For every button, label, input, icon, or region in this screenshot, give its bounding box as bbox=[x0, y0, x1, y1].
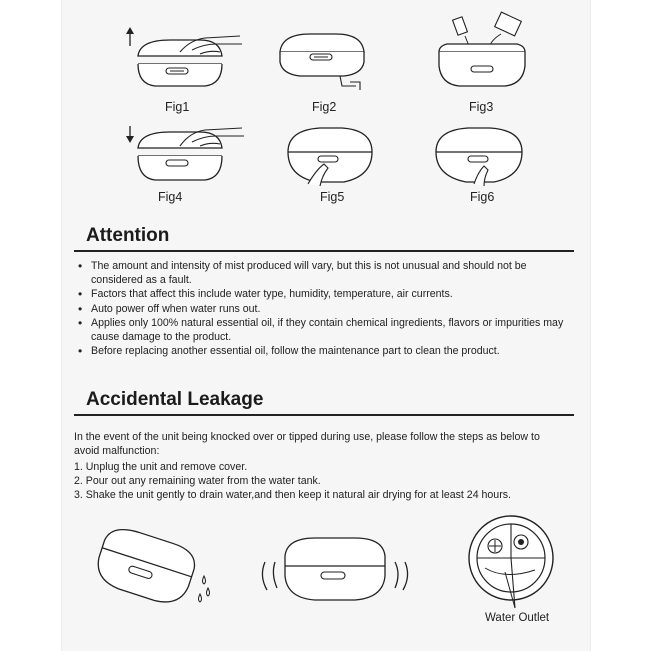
diffuser-press-drawing bbox=[280, 122, 380, 192]
fig6-label: Fig6 bbox=[470, 190, 495, 204]
fig6-press-light-button-illustration bbox=[430, 122, 530, 204]
attention-item: • Before replacing another essential oil, follow the maintenance part to clean the product. bbox=[78, 344, 568, 358]
tilted-diffuser-drawing bbox=[90, 528, 230, 608]
water-outlet-bottom-view bbox=[465, 512, 565, 632]
leakage-steps bbox=[74, 460, 574, 503]
attention-divider bbox=[74, 250, 574, 252]
fig5-label: Fig5 bbox=[320, 190, 345, 204]
diffuser-lift-drawing bbox=[120, 22, 250, 92]
fig1-label: Fig1 bbox=[165, 100, 190, 114]
fig3-label: Fig3 bbox=[469, 100, 494, 114]
shaking-diffuser-drawing bbox=[255, 532, 415, 608]
fig1-lift-cover-illustration bbox=[120, 22, 250, 114]
leakage-heading: Accidental Leakage bbox=[86, 389, 264, 410]
attention-item: • Applies only 100% natural essential oil, if they contain chemical ingredients, flavors or impurities may cause damage to the product. bbox=[78, 316, 568, 344]
water-outlet-label: Water Outlet bbox=[485, 612, 550, 624]
fig2-plug-adapter-illustration bbox=[270, 22, 380, 114]
fig3-fill-water-oil-illustration bbox=[425, 10, 545, 114]
leakage-intro: In the event of the unit being knocked over or tipped during use, please follow the steps as below to avoid malfunction: bbox=[74, 431, 540, 458]
fig4-label: Fig4 bbox=[158, 190, 183, 204]
leakage-step: 1. Unplug the unit and remove cover. bbox=[74, 461, 248, 473]
tilted-unit-draining-illustration bbox=[90, 528, 230, 608]
diffuser-light-drawing bbox=[430, 122, 530, 192]
leakage-step: 3. Shake the unit gently to drain water,and then keep it natural air drying for at least 24 hours. bbox=[74, 489, 511, 502]
fig4-close-cover-illustration bbox=[120, 122, 250, 204]
fig5-press-button-illustration bbox=[280, 122, 380, 204]
diffuser-open-drawing bbox=[270, 22, 380, 92]
attention-item: • Auto power off when water runs out. bbox=[78, 302, 568, 316]
attention-heading: Attention bbox=[86, 225, 170, 246]
leakage-step: 2. Pour out any remaining water from the water tank. bbox=[74, 475, 321, 488]
fig2-label: Fig2 bbox=[312, 100, 337, 114]
shaking-unit-illustration bbox=[255, 532, 415, 608]
leakage-divider bbox=[74, 414, 574, 416]
diffuser-fill-drawing bbox=[425, 10, 545, 92]
attention-item: • The amount and intensity of mist produced will vary, but this is not unusual and should not be considered as a fault. bbox=[78, 259, 568, 287]
diffuser-close-drawing bbox=[120, 122, 250, 192]
attention-item: • Factors that affect this include water type, humidity, temperature, air currents. bbox=[78, 287, 568, 301]
attention-list bbox=[78, 259, 568, 358]
